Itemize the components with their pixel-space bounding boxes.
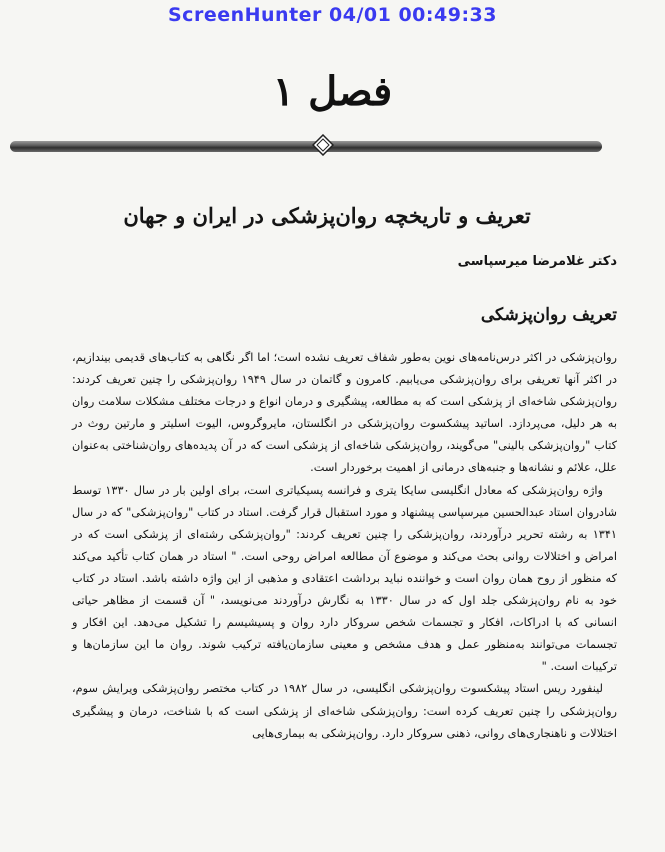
chapter-title: فصل ۱ bbox=[272, 68, 393, 115]
section-heading: تعریف روان‌پزشکی bbox=[480, 305, 617, 325]
chapter-divider bbox=[10, 133, 602, 159]
divider-diamond-icon bbox=[312, 134, 334, 156]
screenhunter-watermark: ScreenHunter 04/01 00:49:33 bbox=[168, 4, 497, 26]
article-title: تعریف و تاریخچه روان‌پزشکی در ایران و جهان bbox=[123, 203, 531, 228]
paragraph: لینفورد ریس استاد پیشکسوت روان‌پزشکی انگلیسی، در سال ۱۹۸۲ در کتاب مختصر روان‌پزشکی ویرایش سوم، روان‌پزشکی را چنین تعریف کرده است: روان‌پزشکی شاخه‌ای از پزشکی است که با شناخت، درمان و پیشگیری اختلالات و ناهنجاری‌های روانی، ذهنی سروکار دارد. روان‌پزشکی به بیماری‌هایی bbox=[72, 682, 617, 740]
paragraph: واژه روان‌پزشکی که معادل انگلیسی سایکا یتری و فرانسه پسیکیاتری است، برای اولین بار در سال ۱۳۳۰ توسط شادروان استاد عبدالحسین میرسپاسی پیشنهاد و مورد استقبال قرار گرفت. استاد در کتاب "روان‌پزشکی" که در سال ۱۳۴۱ به رشته تحریر درآوردند، روان‌پزشکی را چنین تعریف کردند: "روان‌پزشکی رشته‌ای از پزشکی است که در امراض و اختلالات روانی بحث می‌کند و موضوع آن مطالعه امراض روحی است. " استاد در همان کتاب تأکید می‌کند که منظور از روح همان روان است و خواننده نباید برداشت اعتقادی و مذهبی از این واژه داشته باشد. استاد در کتاب خود به نام روان‌پزشکی جلد اول که در سال ۱۳۳۰ به نگارش درآوردند می‌نویسد، " آن قسمت از مظاهر حیاتی انسانی که با ادراکات، افکار و تجسمات شخص سروکار دارد روان و پسیشیسم را تشکیل می‌دهد. این افکار و تجسمات می‌توانند به‌منظور عمل و هدف مشخص و معینی سازمان‌یافته ترکیب شوند. روان ما این سازمان‌ها و ترکیبات است. " bbox=[72, 483, 617, 674]
body-text bbox=[72, 347, 617, 745]
paragraph: روان‌پزشکی در اکثر درس‌نامه‌های نوین به‌طور شفاف تعریف نشده است؛ اما اگر نگاهی به کتاب‌های قدیمی بیندازیم، در اکثر آنها تعریفی برای روان‌پزشکی می‌یابیم. کامرون و گاتمان در سال ۱۹۴۹ روان‌پزشکی را چنین تعریف کردند: روان‌پزشکی شاخه‌ای از پزشکی است که به مطالعه، پیشگیری و درمان انواع و درجات مختلف مشکلات سلامت روان به هر دلیل، می‌پردازد. اساتید پیشکسوت روان‌پزشکی در انگلستان، مایروگروس، الیوت اسلیتر و مارتین روث در کتاب "روان‌پزشکی بالینی" می‌گویند، روان‌پزشکی شاخه‌ای از پزشکی است که در آن پدیده‌های روان‌شناختی به‌عنوان علل، علائم و نشانه‌ها و جنبه‌های درمانی از اهمیت برخوردار است. bbox=[72, 351, 617, 475]
divider-bar bbox=[10, 141, 602, 152]
article-author: دکتر غلامرضا میرسپاسی bbox=[457, 254, 617, 269]
